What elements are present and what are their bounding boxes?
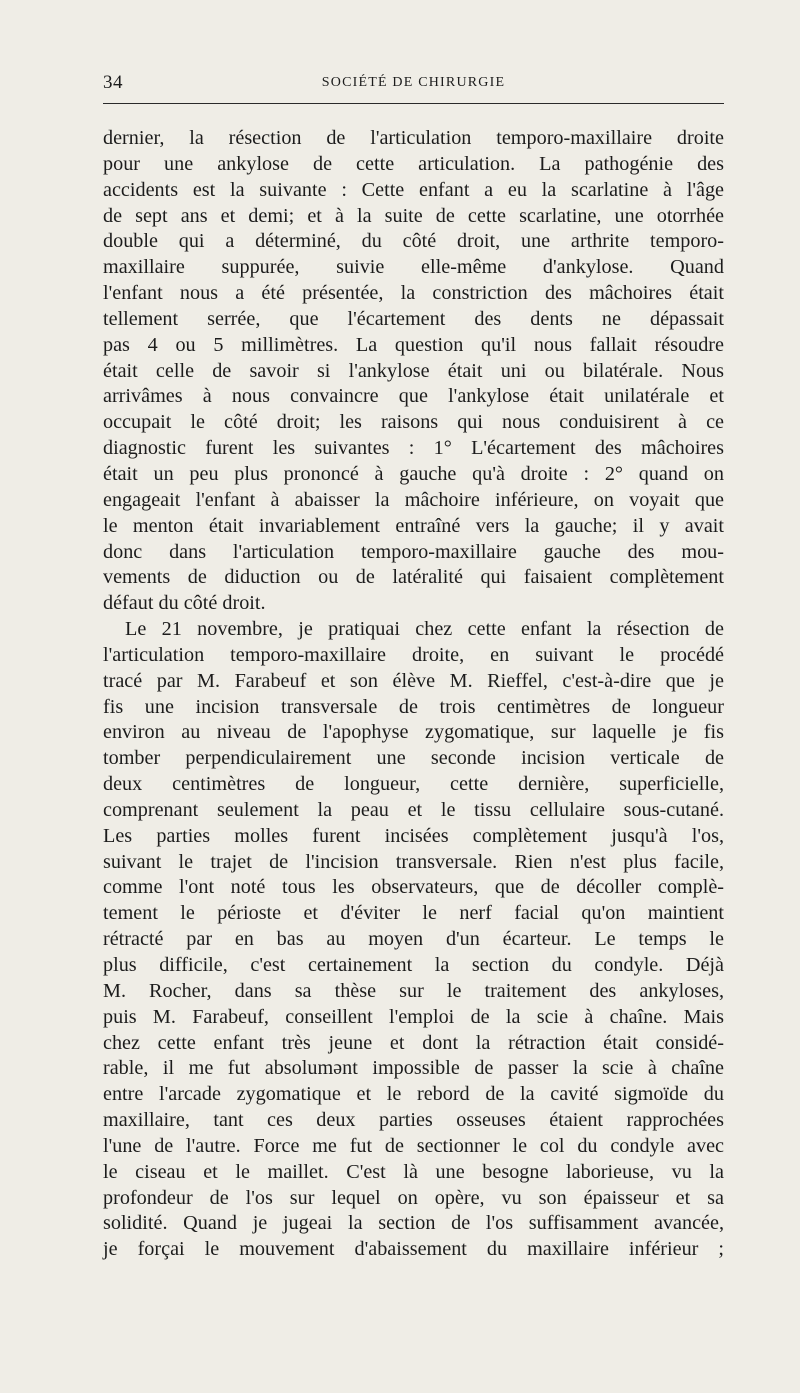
text-line: maxillaire, tant ces deux parties osseuses étaient rapprochées [103, 1109, 724, 1132]
header-rule [103, 103, 724, 104]
text-line: était celle de savoir si l'ankylose était uni ou bilatérale. Nous [103, 359, 724, 382]
text-line: arrivâmes à nous convaincre que l'ankylose était unilatérale et [103, 385, 724, 408]
text-line: occupait le côté droit; les raisons qui nous conduisirent à ce [103, 411, 724, 434]
page-number: 34 [103, 72, 123, 93]
text-line: fis une incision transversale de trois centimètres de longueur [103, 695, 724, 718]
text-line: tement le périoste et d'éviter le nerf facial qu'on maintient [103, 902, 724, 925]
text-line: vements de diduction ou de latéralité qui faisaient complètement [103, 566, 724, 589]
text-line: l'articulation temporo-maxillaire droite, en suivant le procédé [103, 643, 724, 666]
body-text [103, 126, 724, 1263]
text-line: profondeur de l'os sur lequel on opère, vu son épaisseur et sa [103, 1186, 724, 1209]
text-line: dernier, la résection de l'articulation temporo-maxillaire droite [103, 127, 724, 149]
text-line: diagnostic furent les suivantes : 1° L'écartement des mâchoires [103, 437, 724, 460]
text-line: était un peu plus prononcé à gauche qu'à droite : 2° quand on [103, 462, 724, 485]
text-line: environ au niveau de l'apophyse zygomatique, sur laquelle je fis [103, 721, 724, 744]
text-line: accidents est la suivante : Cette enfant a eu la scarlatine à l'âge [103, 178, 724, 201]
text-line: maxillaire suppurée, suivie elle-même d'ankylose. Quand [103, 256, 724, 279]
text-line: comprenant seulement la peau et le tissu cellulaire sous-cutané. [103, 798, 724, 821]
paragraph-end-line: défaut du côté droit. [103, 592, 266, 615]
text-line: rétracté par en bas au moyen d'un écarteur. Le temps le [103, 928, 724, 951]
text-line: tomber perpendiculairement une seconde incision verticale de [103, 747, 724, 770]
text-line: tellement serrée, que l'écartement des dents ne dépassait [103, 307, 724, 330]
running-head [103, 72, 724, 96]
text-line: plus difficile, c'est certainement la section du condyle. Déjà [103, 954, 724, 976]
text-line: comme l'ont noté tous les observateurs, que de décoller complè- [103, 876, 724, 899]
text-line: solidité. Quand je jugeai la section de l'os suffisamment avancée, [103, 1212, 724, 1235]
text-line: je forçai le mouvement d'abaissement du maxillaire inférieur ; [103, 1238, 724, 1261]
text-line: pour une ankylose de cette articulation. La pathogénie des [103, 152, 724, 175]
text-line: le ciseau et le maillet. C'est là une besogne laborieuse, vu la [103, 1160, 724, 1183]
text-line: puis M. Farabeuf, conseillent l'emploi de la scie à chaîne. Mais [103, 1005, 724, 1028]
text-line: deux centimètres de longueur, cette dernière, superficielle, [103, 773, 724, 796]
paragraph-start-line: Le 21 novembre, je pratiquai chez cette enfant la résection de [125, 618, 724, 641]
text-line: M. Rocher, dans sa thèse sur le traitement des ankyloses, [103, 979, 724, 1002]
text-line: suivant le trajet de l'incision transversale. Rien n'est plus facile, [103, 850, 724, 873]
text-line: donc dans l'articulation temporo-maxillaire gauche des mou- [103, 540, 724, 563]
text-line: entre l'arcade zygomatique et le rebord de la cavité sigmoïde du [103, 1083, 724, 1106]
text-line: pas 4 ou 5 millimètres. La question qu'il nous fallait résoudre [103, 333, 724, 356]
text-line: tracé par M. Farabeuf et son élève M. Rieffel, c'est-à-dire que je [103, 669, 724, 692]
text-line: de sept ans et demi; et à la suite de cette scarlatine, une otorrhée [103, 204, 724, 227]
text-line: le menton était invariablement entraîné vers la gauche; il y avait [103, 514, 724, 537]
text-line: rable, il me fut absolumənt impossible de passer la scie à chaîne [103, 1057, 724, 1080]
text-line: chez cette enfant très jeune et dont la rétraction était considé- [103, 1031, 724, 1054]
text-line: l'enfant nous a été présentée, la constriction des mâchoires était [103, 282, 724, 305]
text-line: l'une de l'autre. Force me fut de sectionner le col du condyle avec [103, 1134, 724, 1157]
text-line: double qui a déterminé, du côté droit, une arthrite temporo- [103, 230, 724, 253]
text-line: engageait l'enfant à abaisser la mâchoire inférieure, on voyait que [103, 488, 724, 511]
text-line: Les parties molles furent incisées complètement jusqu'à l'os, [103, 824, 724, 847]
running-title: SOCIÉTÉ DE CHIRURGIE [321, 75, 506, 90]
